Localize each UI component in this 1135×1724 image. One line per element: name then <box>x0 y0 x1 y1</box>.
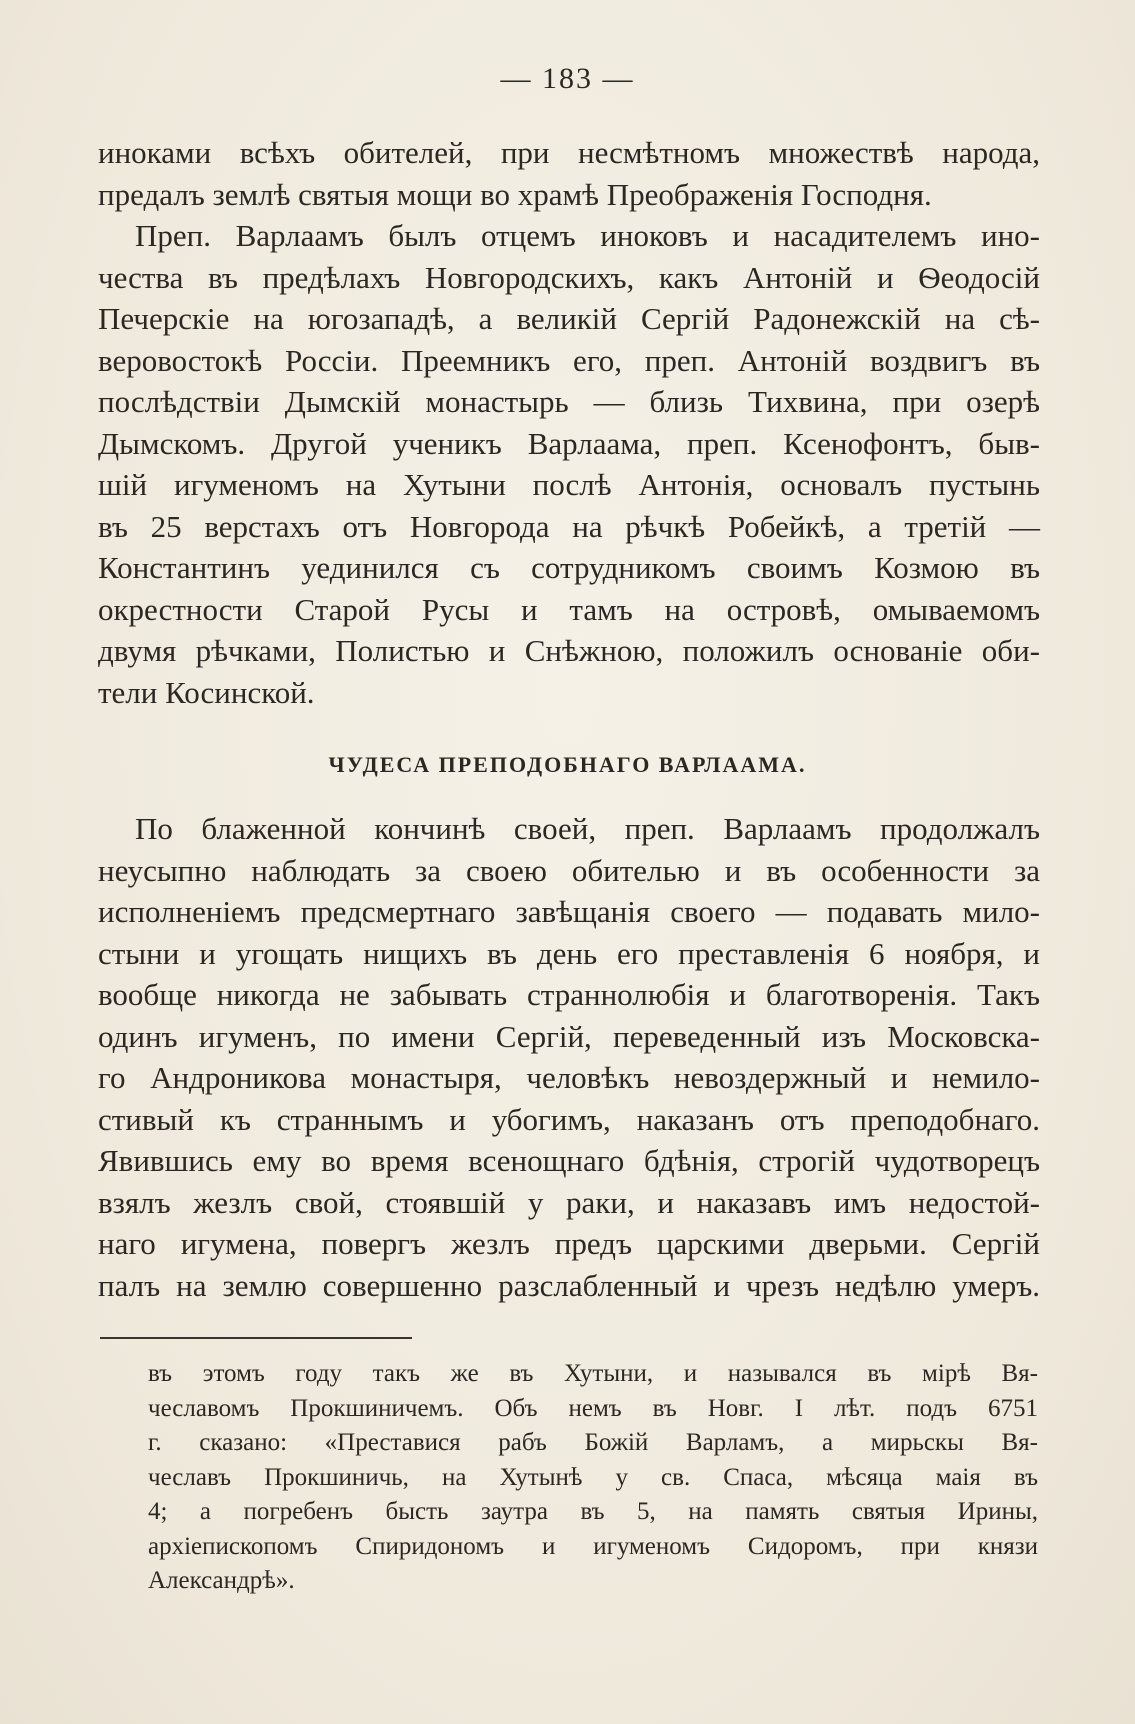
text-line: Дымскомъ. Другой ученикъ Варлаама, преп. Ксенофонтъ, быв- <box>98 425 1040 461</box>
text-line: вообще никогда не забывать страннолюбія и благотворенія. Такъ <box>98 977 1040 1012</box>
text-line: въ 25 верстахъ отъ Новгорода на рѣчкѣ Робейкѣ, а третій — <box>98 508 1040 544</box>
text-line: стивый къ страннымъ и убогимъ, наказанъ отъ преподобнаго. <box>98 1101 1040 1137</box>
text-line: взялъ жезлъ свой, стоявшій у раки, и наказавъ имъ недостой- <box>98 1184 1040 1220</box>
footnote <box>148 1357 1038 1599</box>
text-line: наго игумена, повергъ жезлъ предъ царскими дверьми. Сергій <box>98 1226 1040 1261</box>
footnote-line: въ этомъ году такъ же въ Хутыни, и назывался въ мірѣ Вя- <box>148 1360 1038 1387</box>
text-line: двумя рѣчками, Полистью и Снѣжною, положилъ основаніе оби- <box>98 633 1040 668</box>
text-line: шій игуменомъ на Хутыни послѣ Антонія, основалъ пустынь <box>98 467 1040 502</box>
footnote-line: архіепископомъ Спиридономъ и игуменомъ Сидоромъ, при князи <box>148 1532 1038 1560</box>
text-line: Преп. Варлаамъ былъ отцемъ иноковъ и насадителемъ ино- <box>135 218 1040 253</box>
section-heading: ЧУДЕСА ПРЕПОДОБНАГО ВАРЛААМА. <box>328 752 807 777</box>
footnote-line: чеславъ Прокшиничь, на Хутынѣ у св. Спаса, мѣсяца маія въ <box>148 1463 1038 1491</box>
text-line: иноками всѣхъ обителей, при несмѣтномъ множествѣ народа, <box>98 135 1040 170</box>
text-line: палъ на землю совершенно разслабленный и чрезъ недѣлю умеръ. <box>98 1267 1040 1303</box>
text-line: послѣдствіи Дымскій монастырь — близь Тихвина, при озерѣ <box>98 384 1040 419</box>
text-line: По блаженной кончинѣ своей, преп. Варлаамъ продолжалъ <box>135 811 1040 846</box>
text-line: одинъ игуменъ, по имени Сергій, переведенный изъ Московска- <box>98 1018 1040 1054</box>
footnote-line: 4; а погребенъ бысть заутра въ 5, на память святыя Ирины, <box>148 1498 1038 1525</box>
text-line: чества въ предѣлахъ Новгородскихъ, какъ Антоній и Ѳеодосій <box>98 259 1040 295</box>
text-line: Печерскіе на югозападѣ, а великій Сергій Радонежскій на сѣ- <box>98 301 1040 336</box>
main-text-lower <box>98 808 1040 1306</box>
footnote-line: чеславомъ Прокшиничемъ. Объ немъ въ Новг. I лѣт. подъ 6751 <box>148 1394 1038 1422</box>
text-line: Константинъ уединился съ сотрудникомъ своимъ Козмою въ <box>98 550 1040 585</box>
text-line: окрестности Старой Русы и тамъ на островѣ, омываемомъ <box>98 591 1040 627</box>
footnote-divider <box>100 1337 412 1339</box>
text-line: стыни и угощать нищихъ въ день его преставленія 6 ноября, и <box>98 935 1040 971</box>
text-line: исполненіемъ предсмертнаго завѣщанія своего — подавать мило- <box>98 894 1040 929</box>
text-line: предалъ землѣ святыя мощи во храмѣ Преображенія Господня. <box>98 176 932 212</box>
main-text-upper <box>98 132 1040 713</box>
text-line: Явившись ему во время всенощнаго бдѣнія, строгій чудотворецъ <box>98 1143 1040 1178</box>
text-line: веровостокѣ Россіи. Преемникъ его, преп. Антоній воздвигъ въ <box>98 342 1040 378</box>
text-line: го Андроникова монастыря, человѣкъ невоздержный и немило- <box>98 1060 1040 1095</box>
footnote-line: Александрѣ». <box>148 1567 295 1594</box>
text-line: тели Косинской. <box>98 674 315 710</box>
footnote-line: г. сказано: «Преставися рабъ Божій Варламъ, а мирьскы Вя- <box>148 1429 1038 1456</box>
page-number: — 183 — <box>500 62 635 95</box>
text-line: неусыпно наблюдать за своею обителью и въ особенности за <box>98 852 1040 888</box>
